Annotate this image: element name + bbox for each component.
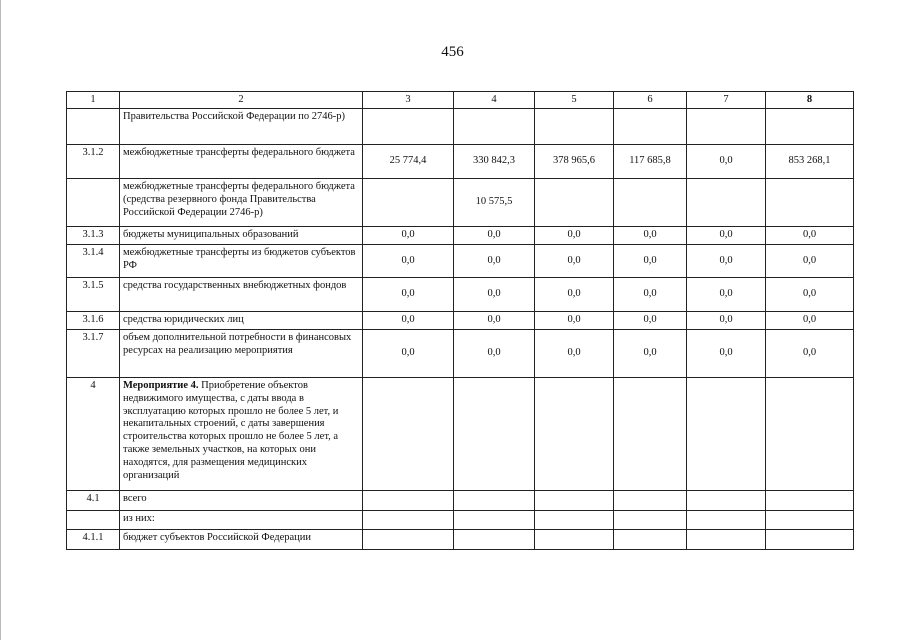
value-cell: 0,0 (687, 227, 766, 245)
column-header: 4 (454, 92, 535, 109)
value-cell (535, 179, 614, 227)
table-row (67, 145, 854, 179)
value-cell: 0,0 (687, 145, 766, 179)
value-cell: 0,0 (614, 245, 687, 278)
value-cell (614, 491, 687, 511)
table-row (67, 330, 854, 378)
value-cell: 0,0 (363, 312, 454, 330)
value-cell (454, 378, 535, 491)
value-cell: 0,0 (454, 245, 535, 278)
value-cell (687, 491, 766, 511)
row-description: бюджет субъектов Российской Федерации (120, 530, 363, 550)
value-cell (766, 511, 854, 530)
value-cell (687, 109, 766, 145)
value-cell: 378 965,6 (535, 145, 614, 179)
value-cell: 0,0 (454, 330, 535, 378)
value-cell: 10 575,5 (454, 179, 535, 227)
row-number (67, 179, 120, 227)
column-header: 6 (614, 92, 687, 109)
value-cell: 117 685,8 (614, 145, 687, 179)
scan-edge (0, 0, 1, 640)
row-description: межбюджетные трансферты федерального бюджета (120, 145, 363, 179)
value-cell (454, 109, 535, 145)
value-cell: 853 268,1 (766, 145, 854, 179)
row-number: 3.1.6 (67, 312, 120, 330)
value-cell (766, 530, 854, 550)
row-description: средства государственных внебюджетных фондов (120, 278, 363, 312)
page-number: 456 (441, 44, 464, 60)
row-description: межбюджетные трансферты из бюджетов субъектов РФ (120, 245, 363, 278)
row-number: 4 (67, 378, 120, 491)
value-cell (454, 491, 535, 511)
value-cell: 0,0 (614, 330, 687, 378)
row-description (120, 378, 363, 491)
value-cell: 0,0 (535, 245, 614, 278)
value-cell (766, 179, 854, 227)
value-cell: 25 774,4 (363, 145, 454, 179)
table-row (67, 227, 854, 245)
measure-title: Мероприятие 4. (123, 380, 199, 391)
value-cell (535, 491, 614, 511)
value-cell: 0,0 (687, 278, 766, 312)
value-cell (454, 530, 535, 550)
row-description: из них: (120, 511, 363, 530)
column-header: 3 (363, 92, 454, 109)
value-cell: 0,0 (766, 330, 854, 378)
table-row (67, 278, 854, 312)
value-cell (687, 511, 766, 530)
table-row (67, 511, 854, 530)
value-cell: 330 842,3 (454, 145, 535, 179)
table-row (67, 312, 854, 330)
value-cell (687, 530, 766, 550)
value-cell: 0,0 (614, 278, 687, 312)
value-cell: 0,0 (363, 245, 454, 278)
value-cell: 0,0 (687, 245, 766, 278)
value-cell: 0,0 (687, 312, 766, 330)
value-cell: 0,0 (363, 227, 454, 245)
measure-text: Приобретение объектов недвижимого имущества, с даты ввода в эксплуатацию которых прошло не более 5 лет, и некапитальных строений, с даты завершения строительства которых прошло не более 5 лет, а также земельных участков, на которых они находятся, для размещения медицинских организаций (123, 380, 339, 481)
value-cell (363, 491, 454, 511)
column-header: 2 (120, 92, 363, 109)
value-cell: 0,0 (614, 312, 687, 330)
value-cell: 0,0 (454, 278, 535, 312)
value-cell (687, 179, 766, 227)
value-cell: 0,0 (614, 227, 687, 245)
row-number: 4.1 (67, 491, 120, 511)
row-number: 3.1.2 (67, 145, 120, 179)
value-cell: 0,0 (535, 330, 614, 378)
value-cell (363, 511, 454, 530)
value-cell (766, 491, 854, 511)
table-row (67, 179, 854, 227)
row-description: средства юридических лиц (120, 312, 363, 330)
row-number (67, 511, 120, 530)
row-number (67, 109, 120, 145)
value-cell (614, 378, 687, 491)
value-cell (363, 179, 454, 227)
value-cell (687, 378, 766, 491)
value-cell (535, 109, 614, 145)
column-header: 1 (67, 92, 120, 109)
value-cell: 0,0 (363, 278, 454, 312)
value-cell: 0,0 (363, 330, 454, 378)
value-cell (363, 530, 454, 550)
value-cell: 0,0 (535, 227, 614, 245)
value-cell (614, 179, 687, 227)
row-number: 3.1.7 (67, 330, 120, 378)
table-row (67, 491, 854, 511)
table-row (67, 109, 854, 145)
value-cell (614, 109, 687, 145)
column-header: 5 (535, 92, 614, 109)
value-cell: 0,0 (535, 312, 614, 330)
column-header: 7 (687, 92, 766, 109)
budget-table (66, 91, 854, 550)
value-cell (766, 378, 854, 491)
row-description: всего (120, 491, 363, 511)
value-cell (454, 511, 535, 530)
table-row (67, 378, 854, 491)
value-cell (535, 511, 614, 530)
row-description: межбюджетные трансферты федерального бюджета (средства резервного фонда Правительства Российской Федерации 2746-р) (120, 179, 363, 227)
value-cell (363, 109, 454, 145)
value-cell: 0,0 (535, 278, 614, 312)
value-cell: 0,0 (766, 312, 854, 330)
value-cell (535, 530, 614, 550)
column-header: 8 (766, 92, 854, 109)
row-number: 3.1.5 (67, 278, 120, 312)
table-row (67, 530, 854, 550)
row-number: 3.1.3 (67, 227, 120, 245)
row-number: 3.1.4 (67, 245, 120, 278)
value-cell (766, 109, 854, 145)
value-cell (363, 378, 454, 491)
value-cell: 0,0 (766, 227, 854, 245)
table-header-row (67, 92, 854, 109)
row-description: бюджеты муниципальных образований (120, 227, 363, 245)
value-cell: 0,0 (454, 312, 535, 330)
value-cell: 0,0 (766, 278, 854, 312)
row-description: Правительства Российской Федерации по 2746-р) (120, 109, 363, 145)
value-cell: 0,0 (766, 245, 854, 278)
value-cell: 0,0 (687, 330, 766, 378)
value-cell (614, 530, 687, 550)
value-cell (614, 511, 687, 530)
value-cell: 0,0 (454, 227, 535, 245)
table-row (67, 245, 854, 278)
row-number: 4.1.1 (67, 530, 120, 550)
value-cell (535, 378, 614, 491)
row-description: объем дополнительной потребности в финансовых ресурсах на реализацию мероприятия (120, 330, 363, 378)
